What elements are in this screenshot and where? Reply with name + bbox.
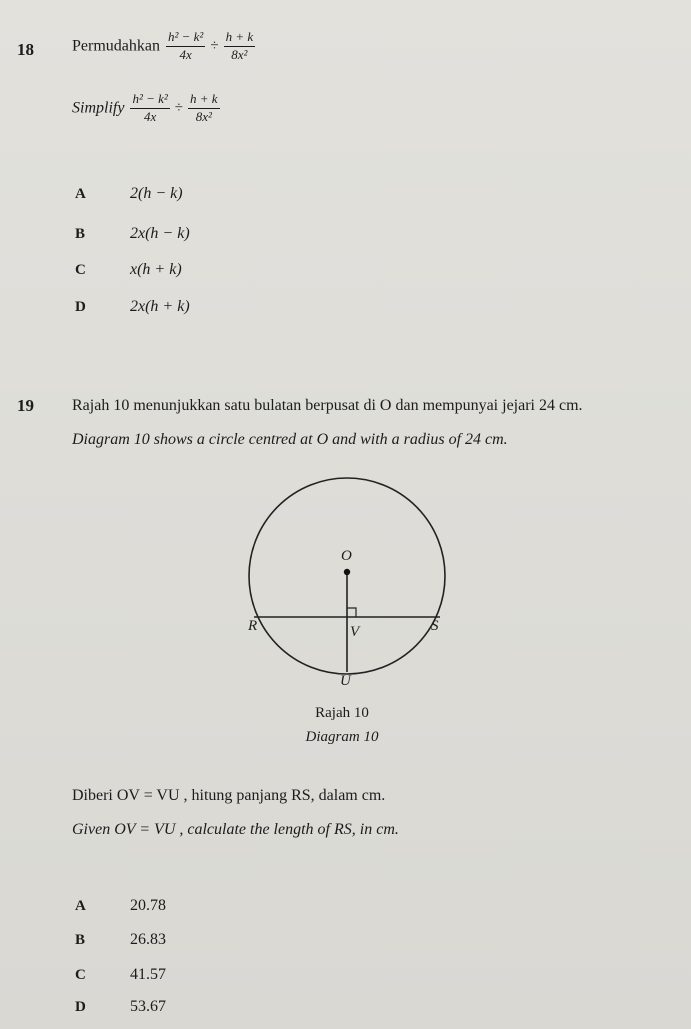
- q18-option-d-letter: D: [75, 299, 86, 315]
- q18-option-b-text: 2x(h − k): [130, 225, 190, 242]
- right-angle-marker: [347, 608, 356, 617]
- question-18-number: 18: [17, 40, 34, 59]
- circle-diagram: [228, 466, 460, 690]
- fraction-2-en-numerator: h + k: [188, 92, 220, 109]
- fraction-1-numerator: h² − k²: [166, 30, 205, 47]
- q19-option-d-letter: D: [75, 999, 86, 1015]
- diagram-caption-malay: Rajah 10: [315, 705, 369, 721]
- question-19-number: 19: [17, 396, 34, 415]
- fraction-1: [166, 30, 205, 63]
- question-18-malay-line: [72, 30, 257, 63]
- division-operator: ÷: [210, 37, 219, 54]
- question-18-english-label: Simplify: [72, 99, 125, 117]
- label-v: V: [350, 624, 360, 640]
- question-19-given-english: Given OV = VU , calculate the length of RS, in cm.: [72, 821, 399, 838]
- division-operator-en: ÷: [174, 99, 184, 116]
- q18-option-d-text: 2x(h + k): [130, 298, 190, 315]
- fraction-1-denominator: 4x: [179, 46, 192, 62]
- q18-option-a-letter: A: [75, 186, 86, 202]
- diagram-caption-english: Diagram 10: [305, 729, 379, 745]
- q19-option-d-text: 53.67: [130, 998, 166, 1015]
- q19-option-b-letter: B: [75, 932, 86, 948]
- fraction-2-numerator: h + k: [224, 30, 256, 47]
- q19-option-c-text: 41.57: [130, 966, 166, 983]
- fraction-2: [224, 30, 256, 63]
- fraction-1-en-numerator: h² − k²: [130, 92, 169, 109]
- q19-option-b-text: 26.83: [130, 931, 166, 948]
- q18-option-a-text: 2(h − k): [130, 185, 183, 202]
- q19-option-a-text: 20.78: [130, 897, 166, 914]
- question-19-malay-text: Rajah 10 menunjukkan satu bulatan berpusat di O dan mempunyai jejari 24 cm.: [72, 397, 583, 414]
- fraction-1-en: [130, 92, 169, 125]
- q19-option-a-letter: A: [75, 898, 86, 914]
- question-19-english-text: Diagram 10 shows a circle centred at O and with a radius of 24 cm.: [72, 431, 508, 448]
- fraction-2-en-denominator: 8x²: [195, 108, 212, 124]
- q18-option-c-letter: C: [75, 262, 86, 278]
- q18-option-c-text: x(h + k): [130, 261, 182, 278]
- label-o: O: [341, 548, 352, 564]
- label-r: R: [248, 618, 258, 634]
- fraction-2-denominator: 8x²: [231, 46, 248, 62]
- fraction-1-en-denominator: 4x: [143, 108, 157, 124]
- q19-option-c-letter: C: [75, 967, 86, 983]
- q18-option-b-letter: B: [75, 226, 86, 242]
- fraction-2-en: [188, 92, 220, 125]
- label-u: U: [340, 673, 351, 689]
- center-point-o: [344, 569, 350, 575]
- question-18-english-line: [72, 92, 222, 125]
- question-18-malay-label: Permudahkan: [72, 37, 160, 55]
- label-s: S: [431, 618, 439, 634]
- question-19-given-malay: Diberi OV = VU , hitung panjang RS, dalam cm.: [72, 787, 386, 804]
